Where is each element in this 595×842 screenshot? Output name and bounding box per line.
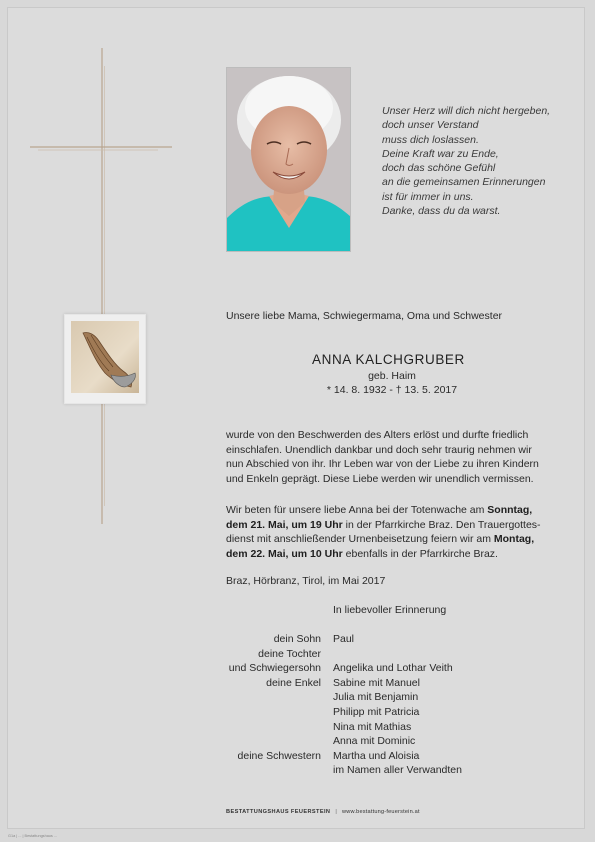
paragraph-passing — [226, 428, 556, 486]
family-name: Anna mit Dominic — [333, 735, 416, 748]
place-date: Braz, Hörbranz, Tirol, im Mai 2017 — [226, 575, 386, 587]
praying-hands-tile — [64, 314, 146, 404]
paragraph-line: nun Abschied von ihr. Ihr Leben war von der Liebe zu ihren Kindern — [226, 458, 539, 470]
relation-label: dein Sohn — [273, 633, 321, 645]
family-relations — [200, 632, 321, 778]
family-name: Angelika und Lothar Veith — [333, 662, 453, 675]
paragraph-services — [226, 503, 556, 561]
paragraph-line: und Enkeln geprägt. Diese Liebe werden wir unendlich vermissen. — [226, 472, 534, 485]
funeral-home-url[interactable]: www.bestattung-feuerstein.at — [342, 809, 420, 815]
poem-line: Unser Herz will dich nicht hergeben, — [382, 105, 551, 117]
in-memory-heading: In liebevoller Erinnerung — [333, 604, 447, 616]
relation-label — [200, 720, 321, 735]
text: dienst mit anschließender Urnenbeisetzung feiern wir am — [226, 533, 494, 545]
family-name: Philipp mit Patricia — [333, 705, 420, 718]
relation-label: deine Tochter — [258, 647, 321, 660]
family-names — [333, 632, 462, 778]
relation-label — [200, 763, 321, 778]
poem-line: Deine Kraft war zu Ende, — [382, 147, 499, 160]
paragraph-line: einschlafen. Unendlich dankbar und doch sehr traurig nehmen wir — [226, 443, 532, 456]
family-name: Martha und Aloisia — [333, 749, 420, 762]
poem-line: muss dich loslassen. — [382, 133, 479, 146]
relation-label — [200, 705, 321, 720]
poem-line: doch unser Verstand — [382, 119, 479, 132]
birth-name: geb. Haim — [368, 370, 416, 382]
intro-text: Unsere liebe Mama, Schwiegermama, Oma und Schwester — [226, 310, 503, 322]
relation-label: und Schwiegersohn — [228, 662, 321, 675]
relation-label: deine Schwestern — [237, 749, 321, 762]
family-name: Nina mit Mathias — [333, 720, 412, 733]
paragraph-line — [226, 532, 556, 547]
deceased-name: ANNA KALCHGRUBER — [312, 352, 465, 367]
relation-label — [200, 734, 321, 749]
bold-text: Sonntag, — [487, 504, 533, 516]
paragraph-line — [226, 503, 556, 518]
text: Wir beten für unsere liebe Anna bei der Totenwache am — [226, 504, 488, 516]
bold-text: dem 21. Mai, um 19 Uhr — [226, 518, 343, 531]
footer — [226, 809, 420, 815]
poem-line: Danke, dass du da warst. — [382, 205, 501, 218]
poem-line: an die gemeinsamen Erinnerungen — [382, 176, 546, 189]
relation-label — [200, 690, 321, 705]
family-name: im Namen aller Verwandten — [333, 764, 462, 777]
family-name: Julia mit Benjamin — [333, 691, 419, 704]
poem-line: ist für immer in uns. — [382, 190, 474, 203]
family-name: Sabine mit Manuel — [333, 676, 420, 689]
portrait-photo — [226, 67, 351, 252]
bold-text: Montag, — [493, 533, 535, 545]
praying-hands-icon — [65, 315, 145, 403]
footer-separator: | — [335, 809, 338, 815]
family-name: Paul — [333, 633, 355, 645]
paragraph-line — [226, 518, 556, 533]
poem — [382, 104, 572, 218]
paragraph-line: wurde von den Beschwerden des Alters erlöst und durfte friedlich — [226, 429, 529, 441]
text: in der Pfarrkirche Braz. Den Trauergottes- — [342, 518, 541, 531]
funeral-home-name: BESTATTUNGSHAUS FEUERSTEIN — [226, 809, 331, 815]
life-dates: * 14. 8. 1932 - † 13. 5. 2017 — [326, 384, 458, 396]
relation-label: deine Enkel — [266, 676, 321, 689]
paragraph-line — [226, 547, 556, 562]
family-name — [333, 647, 462, 662]
bold-text: dem 22. Mai, um 10 Uhr — [226, 547, 343, 560]
text: ebenfalls in der Pfarrkirche Braz. — [342, 547, 498, 560]
print-note: G1a | ... | Bestattungshaus ... — [8, 834, 58, 838]
cross-icon — [28, 46, 174, 526]
poem-line: doch das schöne Gefühl — [382, 162, 496, 175]
